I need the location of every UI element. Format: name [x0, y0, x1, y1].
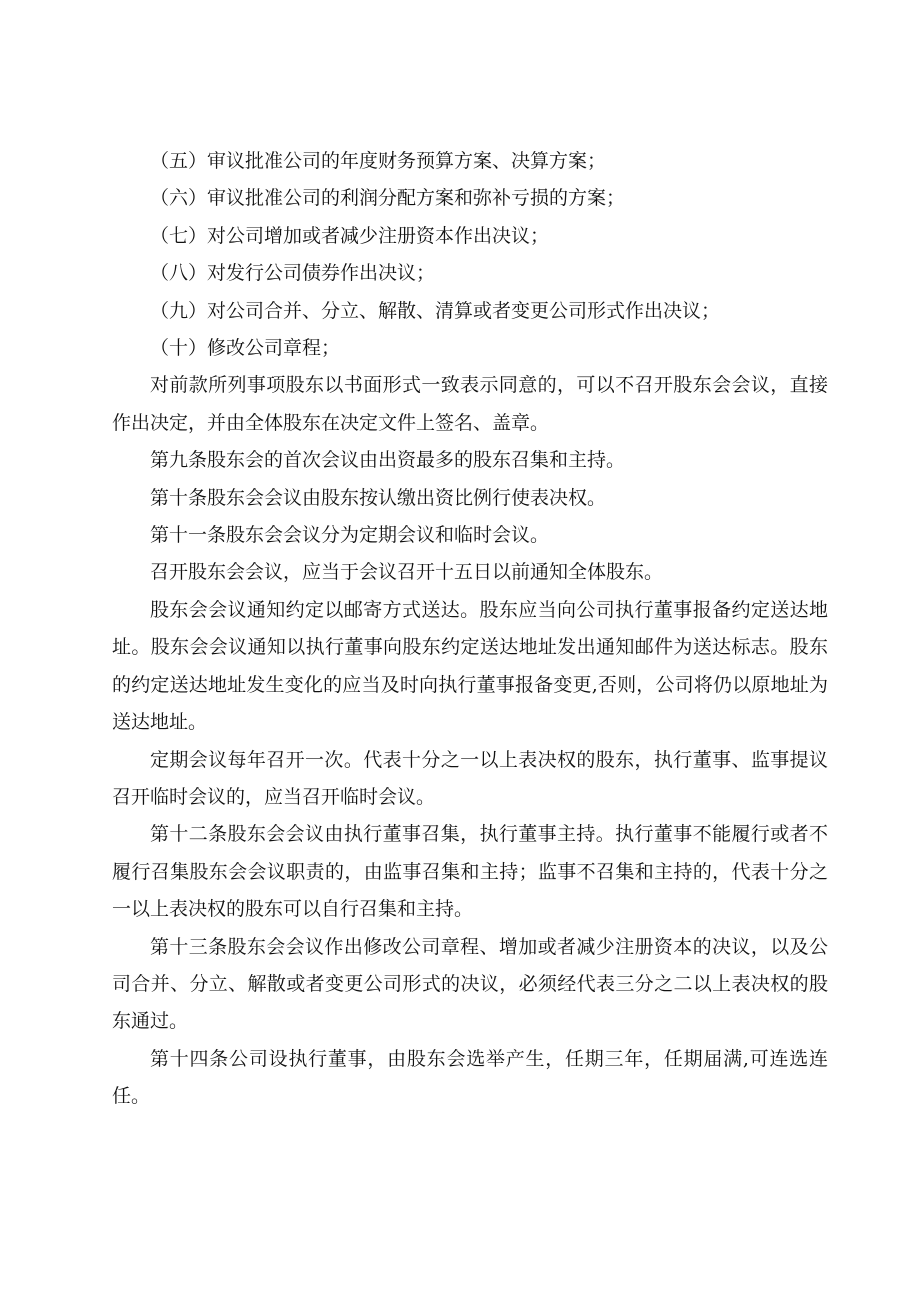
paragraph-article-10: 第十条股东会会议由股东按认缴出资比例行使表决权。 [150, 486, 607, 509]
paragraph-item-5: （五）审议批准公司的年度财务预算方案、决算方案； [150, 150, 607, 172]
paragraph-item-7: （七）对公司增加或者减少注册资本作出决议； [150, 224, 550, 247]
paragraph-article-9: 第九条股东会的首次会议由出资最多的股东召集和主持。 [150, 449, 626, 472]
paragraph-item-9: （九）对公司合并、分立、解散、清算或者变更公司形式作出决议； [150, 299, 721, 322]
paragraph-article-14: 第十四条公司设执行董事，由股东会选举产生，任期三年，任期届满,可连选连任。 [112, 1047, 828, 1108]
paragraph-item-10: （十）修改公司章程； [150, 337, 341, 360]
paragraph-article-12: 第十二条股东会会议由执行董事召集，执行董事主持。执行董事不能履行或者不履行召集股东会会议职责的，由监事召集和主持；监事不召集和主持的，代表十分之一以上表决权的股东可以自行召集和主持。 [112, 823, 828, 921]
paragraph-article-11: 第十一条股东会会议分为定期会议和临时会议。 [150, 524, 550, 547]
document-page [112, 143, 828, 1116]
paragraph-consent-clause: 对前款所列事项股东以书面形式一致表示同意的，可以不召开股东会会议，直接作出决定，并由全体股东在决定文件上签名、盖章。 [112, 374, 828, 434]
paragraph-item-6: （六）审议批准公司的利润分配方案和弥补亏损的方案； [150, 187, 626, 210]
paragraph-article-13: 第十三条股东会会议作出修改公司章程、增加或者减少注册资本的决议，以及公司合并、分立、解散或者变更公司形式的决议，必须经代表三分之二以上表决权的股东通过。 [112, 935, 828, 1033]
paragraph-notice-delivery: 股东会会议通知约定以邮寄方式送达。股东应当向公司执行董事报备约定送达地址。股东会会议通知以执行董事向股东约定送达地址发出通知邮件为送达标志。股东的约定送达地址发生变化的应当及时向执行董事报备变更,否则，公司将仍以原地址为送达地址。 [112, 598, 828, 734]
paragraph-regular-meetings: 定期会议每年召开一次。代表十分之一以上表决权的股东，执行董事、监事提议召开临时会议的，应当召开临时会议。 [112, 748, 828, 808]
paragraph-item-8: （八）对发行公司债券作出决议； [150, 262, 436, 285]
paragraph-meeting-notice: 召开股东会会议，应当于会议召开十五日以前通知全体股东。 [150, 561, 664, 584]
